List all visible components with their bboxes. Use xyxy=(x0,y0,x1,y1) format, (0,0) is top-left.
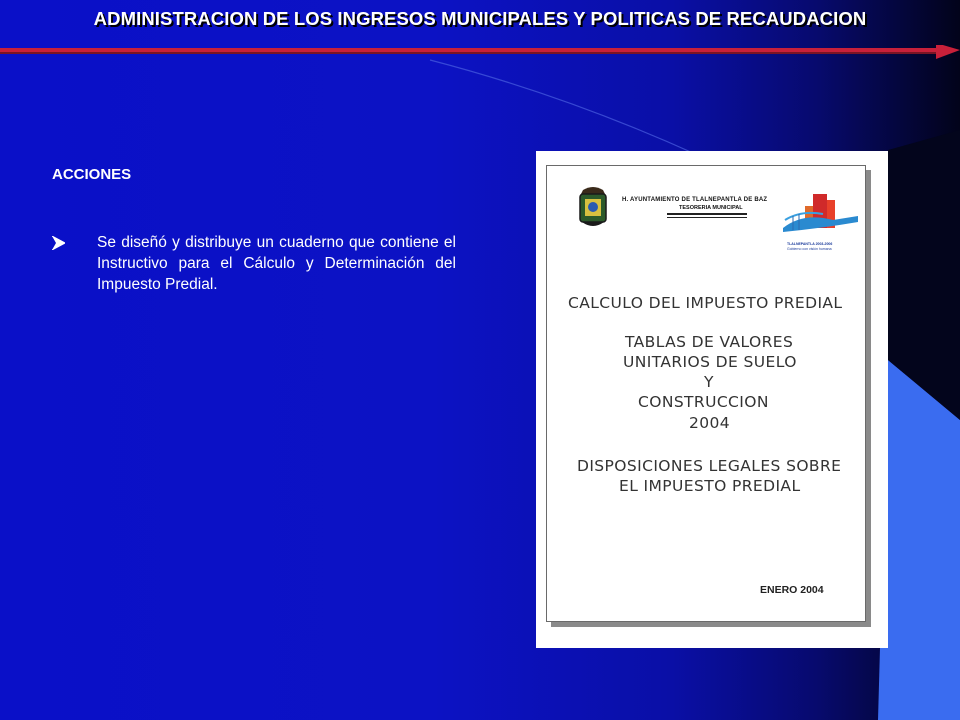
section-heading: ACCIONES xyxy=(52,166,132,183)
title-underline-arrow xyxy=(0,45,960,59)
document-header-line1: H. AYUNTAMIENTO DE TLALNEPANTLA DE BAZ xyxy=(622,197,768,203)
logo-caption-line2: Gobierno con visión humana xyxy=(787,247,832,251)
legal-line-2: EL IMPUESTO PREDIAL xyxy=(619,477,801,495)
tables-line-2: UNITARIOS DE SUELO xyxy=(623,353,797,371)
administration-logo-icon xyxy=(783,186,858,241)
logo-caption-line1: TLALNEPANTLA 2003-2006 xyxy=(787,242,833,246)
document-cover-image xyxy=(536,151,888,648)
slide-title: ADMINISTRACION DE LOS INGRESOS MUNICIPALES Y POLITICAS DE RECAUDACION xyxy=(93,8,867,29)
document-header-line2: TESORERIA MUNICIPAL xyxy=(679,205,743,211)
bullet-text: Se diseñó y distribuye un cuaderno que contiene el Instructivo para el Cálculo y Determinación del Impuesto Predial. xyxy=(97,234,456,293)
arrowhead-bullet-icon xyxy=(52,232,97,256)
document-date: ENERO 2004 xyxy=(760,584,824,596)
legal-line-1: DISPOSICIONES LEGALES SOBRE xyxy=(577,457,842,475)
tables-line-1: TABLAS DE VALORES xyxy=(625,333,794,351)
header-rules xyxy=(667,213,747,220)
municipal-crest-icon xyxy=(577,186,609,228)
tables-line-3: Y xyxy=(704,373,714,391)
document-title: CALCULO DEL IMPUESTO PREDIAL xyxy=(568,294,843,312)
document-page xyxy=(546,165,866,622)
bullet-item xyxy=(52,232,456,295)
tables-line-4: CONSTRUCCION xyxy=(638,393,769,411)
tables-line-5: 2004 xyxy=(689,414,731,432)
